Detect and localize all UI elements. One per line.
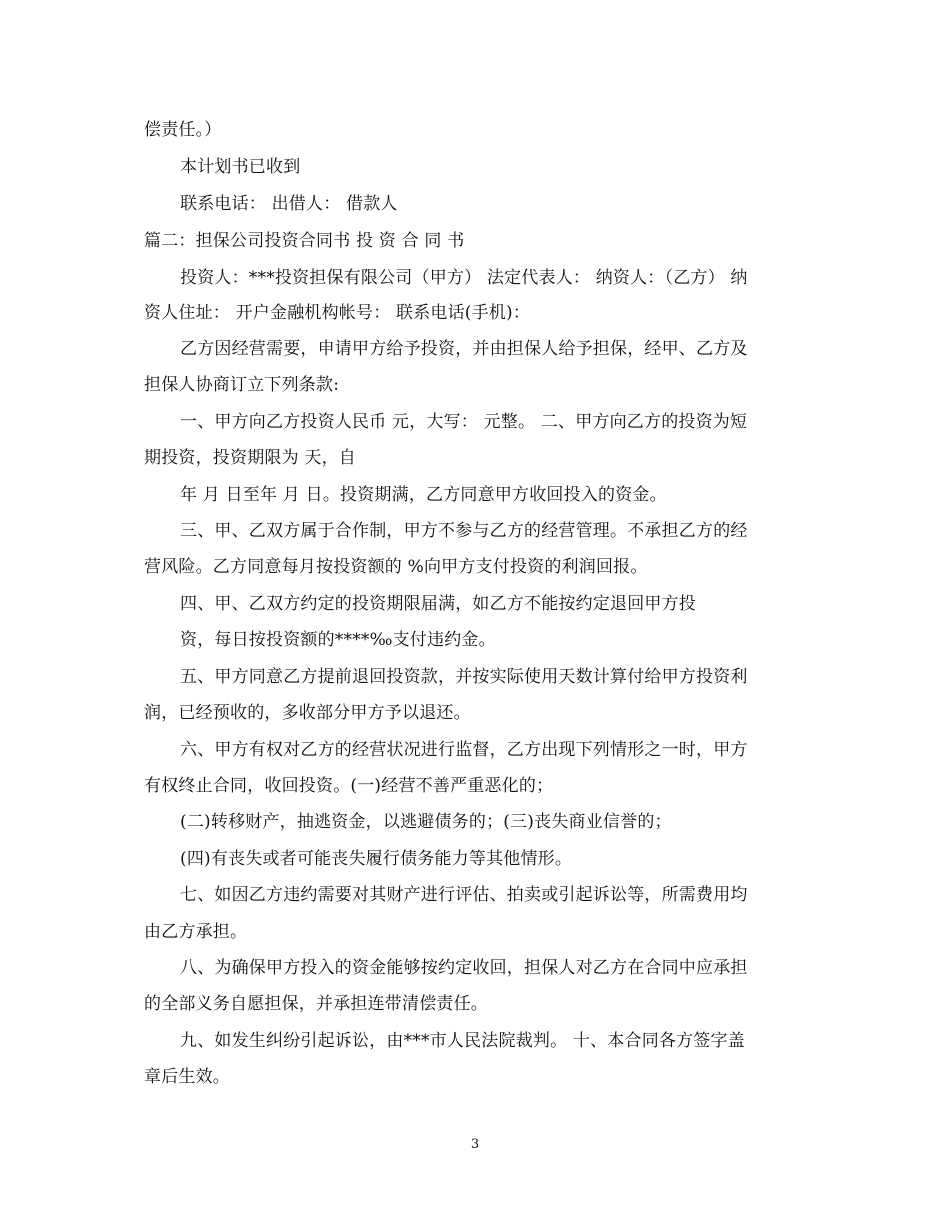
- section-heading: 篇二：担保公司投资合同书 投 资 合 同 书: [144, 231, 465, 251]
- text-line: 润，已经预收的，多收部分甲方予以退还。: [144, 703, 471, 723]
- text-line: 六、甲方有权对乙方的经营状况进行监督，乙方出现下列情形之一时，甲方: [180, 740, 748, 760]
- text-line: 的全部义务自愿担保，并承担连带清偿责任。: [144, 994, 488, 1014]
- text-line: 乙方因经营需要，申请甲方给予投资，并由担保人给予担保，经甲、乙方及: [180, 339, 748, 359]
- text-line: 一、甲方向乙方投资人民币 元，大写： 元整。 二、甲方向乙方的投资为短: [180, 412, 748, 432]
- page-number: 3: [470, 1137, 480, 1152]
- text-line: 联系电话： 出借人： 借款人: [180, 194, 398, 214]
- text-line: 四、甲、乙双方约定的投资期限届满，如乙方不能按约定退回甲方投: [180, 594, 696, 614]
- text-line: 资人住址： 开户金融机构帐号： 联系电话(手机)：: [144, 303, 531, 323]
- text-line: 由乙方承担。: [144, 922, 248, 942]
- text-line: 五、甲方同意乙方提前退回投资款，并按实际使用天数计算付给甲方投资利: [180, 667, 748, 687]
- text-line: 七、如因乙方违约需要对其财产进行评估、拍卖或引起诉讼等，所需费用均: [180, 885, 748, 905]
- text-line: 营风险。乙方同意每月按投资额的 %向甲方支付投资的利润回报。: [144, 557, 648, 577]
- text-line: 有权终止合同，收回投资。(一)经营不善严重恶化的；: [144, 776, 554, 796]
- text-line: 期投资，投资期限为 天，自: [144, 448, 357, 468]
- text-line: 年 月 日至年 月 日。投资期满，乙方同意甲方收回投入的资金。: [180, 485, 667, 505]
- text-line: 偿责任。）: [144, 120, 222, 140]
- text-line: 九、如发生纠纷引起诉讼，由***市人民法院裁判。 十、本合同各方签字盖: [180, 1031, 745, 1051]
- text-line: 资，每日按投资额的****‰支付违约金。: [180, 630, 496, 650]
- text-line: 投资人：***投资担保有限公司（甲方） 法定代表人： 纳资人：（乙方） 纳: [180, 268, 748, 288]
- text-line: 担保人协商订立下列条款:: [144, 375, 340, 395]
- text-line: (二)转移财产，抽逃资金，以逃避债务的；(三)丧失商业信誉的；: [180, 812, 672, 832]
- text-line: 本计划书已收到: [180, 157, 301, 177]
- text-line: 章后生效。: [144, 1067, 230, 1087]
- text-line: (四)有丧失或者可能丧失履行债务能力等其他情形。: [180, 849, 573, 869]
- text-line: 八、为确保甲方投入的资金能够按约定收回，担保人对乙方在合同中应承担: [180, 958, 748, 978]
- text-line: 三、甲、乙双方属于合作制，甲方不参与乙方的经营管理。不承担乙方的经: [180, 521, 748, 541]
